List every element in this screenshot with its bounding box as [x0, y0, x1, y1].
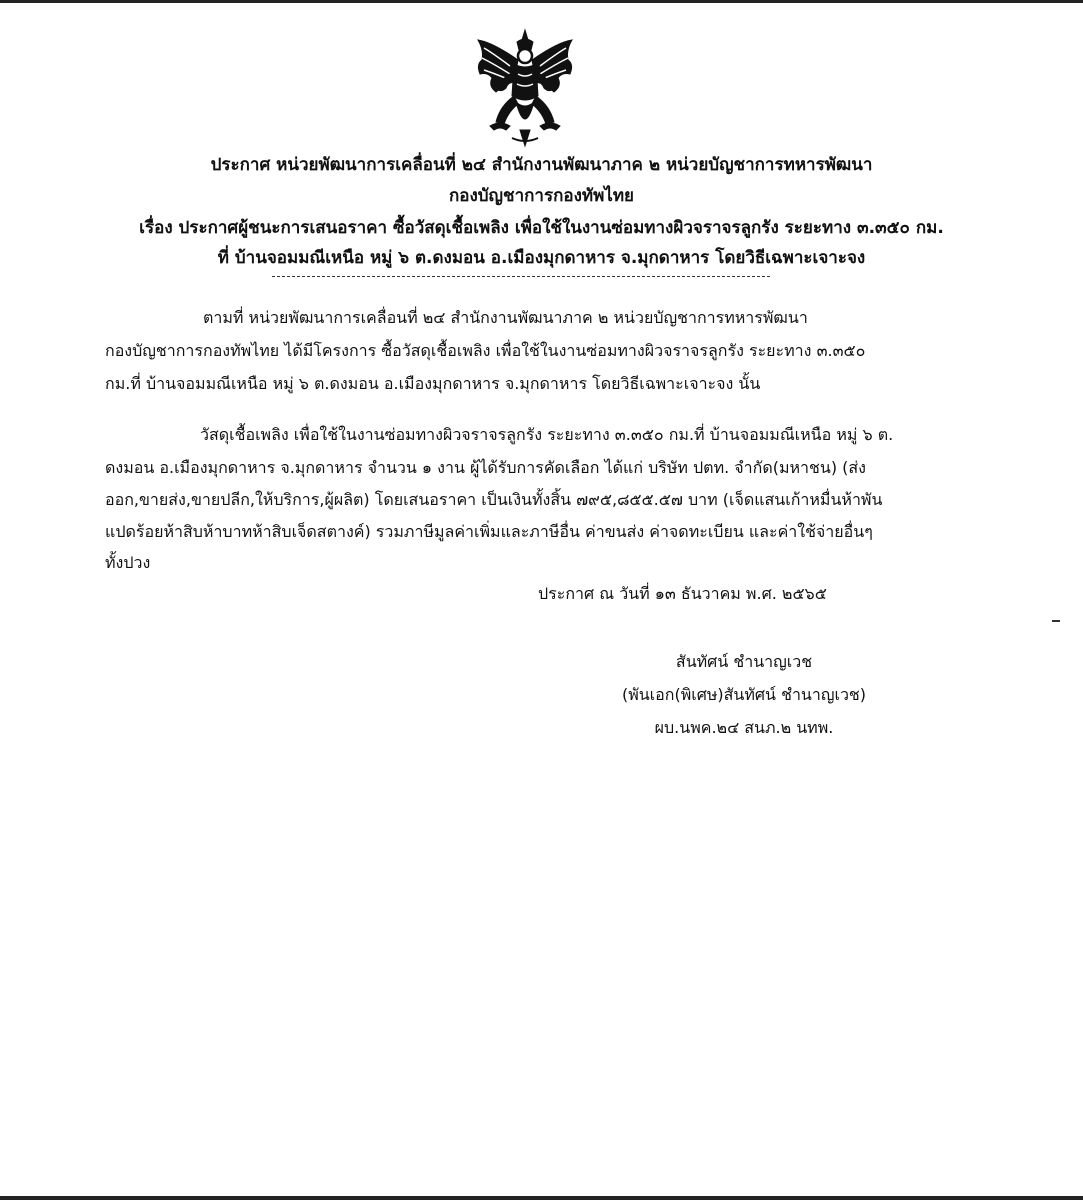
body-paragraph2-line5: ทั้งปวง: [105, 553, 151, 572]
announcement-date: ประกาศ ณ วันที่ ๑๓ ธันวาคม พ.ศ. ๒๕๖๕: [538, 584, 827, 603]
announcement-subject-line2: ที่ บ้านจอมมณีเหนือ หมู่ ๖ ต.ดงมอน อ.เมืองมุกดาหาร จ.มุกดาหาร โดยวิธีเฉพาะเจาะจง: [217, 248, 866, 268]
body-paragraph1-line1: ตามที่ หน่วยพัฒนาการเคลื่อนที่ ๒๔ สำนักงานพัฒนาภาค ๒ หน่วยบัญชาการทหารพัฒนา: [203, 308, 808, 327]
scan-speck: [1052, 620, 1060, 622]
garuda-emblem-icon: [470, 26, 580, 150]
body-paragraph1-line3: กม.ที่ บ้านจอมมณีเหนือ หมู่ ๖ ต.ดงมอน อ.เมืองมุกดาหาร จ.มุกดาหาร โดยวิธีเฉพาะเจาะจง นั้น: [105, 374, 761, 393]
body-paragraph2-line4: แปดร้อยห้าสิบห้าบาทห้าสิบเจ็ดสตางค์) รวมภาษีมูลค่าเพิ่มและภาษีอื่น ค่าขนส่ง ค่าจดทะเบียน และค่าใช้จ่ายอื่นๆ: [105, 522, 873, 541]
signer-rank-name: (พันเอก(พิเศษ)สันทัศน์ ชำนาญเวช): [621, 685, 867, 704]
signer-name: สันทัศน์ ชำนาญเวช: [675, 652, 813, 671]
header-divider: [272, 276, 770, 277]
announcement-subject-line1: เรื่อง ประกาศผู้ชนะการเสนอราคา ซื้อวัสดุเชื้อเพลิง เพื่อใช้ในงานซ่อมทางผิวจราจรลูกรัง ระยะทาง ๓.๓๕๐ กม.: [139, 218, 944, 238]
body-paragraph2-line1: วัสดุเชื้อเพลิง เพื่อใช้ในงานซ่อมทางผิวจราจรลูกรัง ระยะทาง ๓.๓๕๐ กม.ที่ บ้านจอมมณีเหนือ หมู่ ๖ ต.: [200, 425, 894, 444]
body-paragraph2-line3: ออก,ขายส่ง,ขายปลีก,ให้บริการ,ผู้ผลิต) โดยเสนอราคา เป็นเงินทั้งสิ้น ๗๙๕,๘๕๕.๕๗ บาท (เจ็ดแสนเก้าหมื่นห้าพัน: [105, 490, 883, 509]
body-paragraph1-line2: กองบัญชาการกองทัพไทย ได้มีโครงการ ซื้อวัสดุเชื้อเพลิง เพื่อใช้ในงานซ่อมทางผิวจราจรลูกรัง ระยะทาง ๓.๓๕๐: [105, 341, 866, 360]
announcement-title-line1: ประกาศ หน่วยพัฒนาการเคลื่อนที่ ๒๔ สำนักงานพัฒนาภาค ๒ หน่วยบัญชาการทหารพัฒนา: [210, 155, 873, 175]
page-top-border: [0, 0, 1083, 3]
body-paragraph2-line2: ดงมอน อ.เมืองมุกดาหาร จ.มุกดาหาร จำนวน ๑ งาน ผู้ได้รับการคัดเลือก ได้แก่ บริษัท ปตท. จำกัด(มหาชน) (ส่ง: [105, 458, 866, 477]
page-bottom-border: [0, 1196, 1083, 1200]
signer-position: ผบ.นพค.๒๔ สนภ.๒ นทพ.: [654, 718, 834, 737]
announcement-title-line2: กองบัญชาการกองทัพไทย: [448, 186, 635, 206]
